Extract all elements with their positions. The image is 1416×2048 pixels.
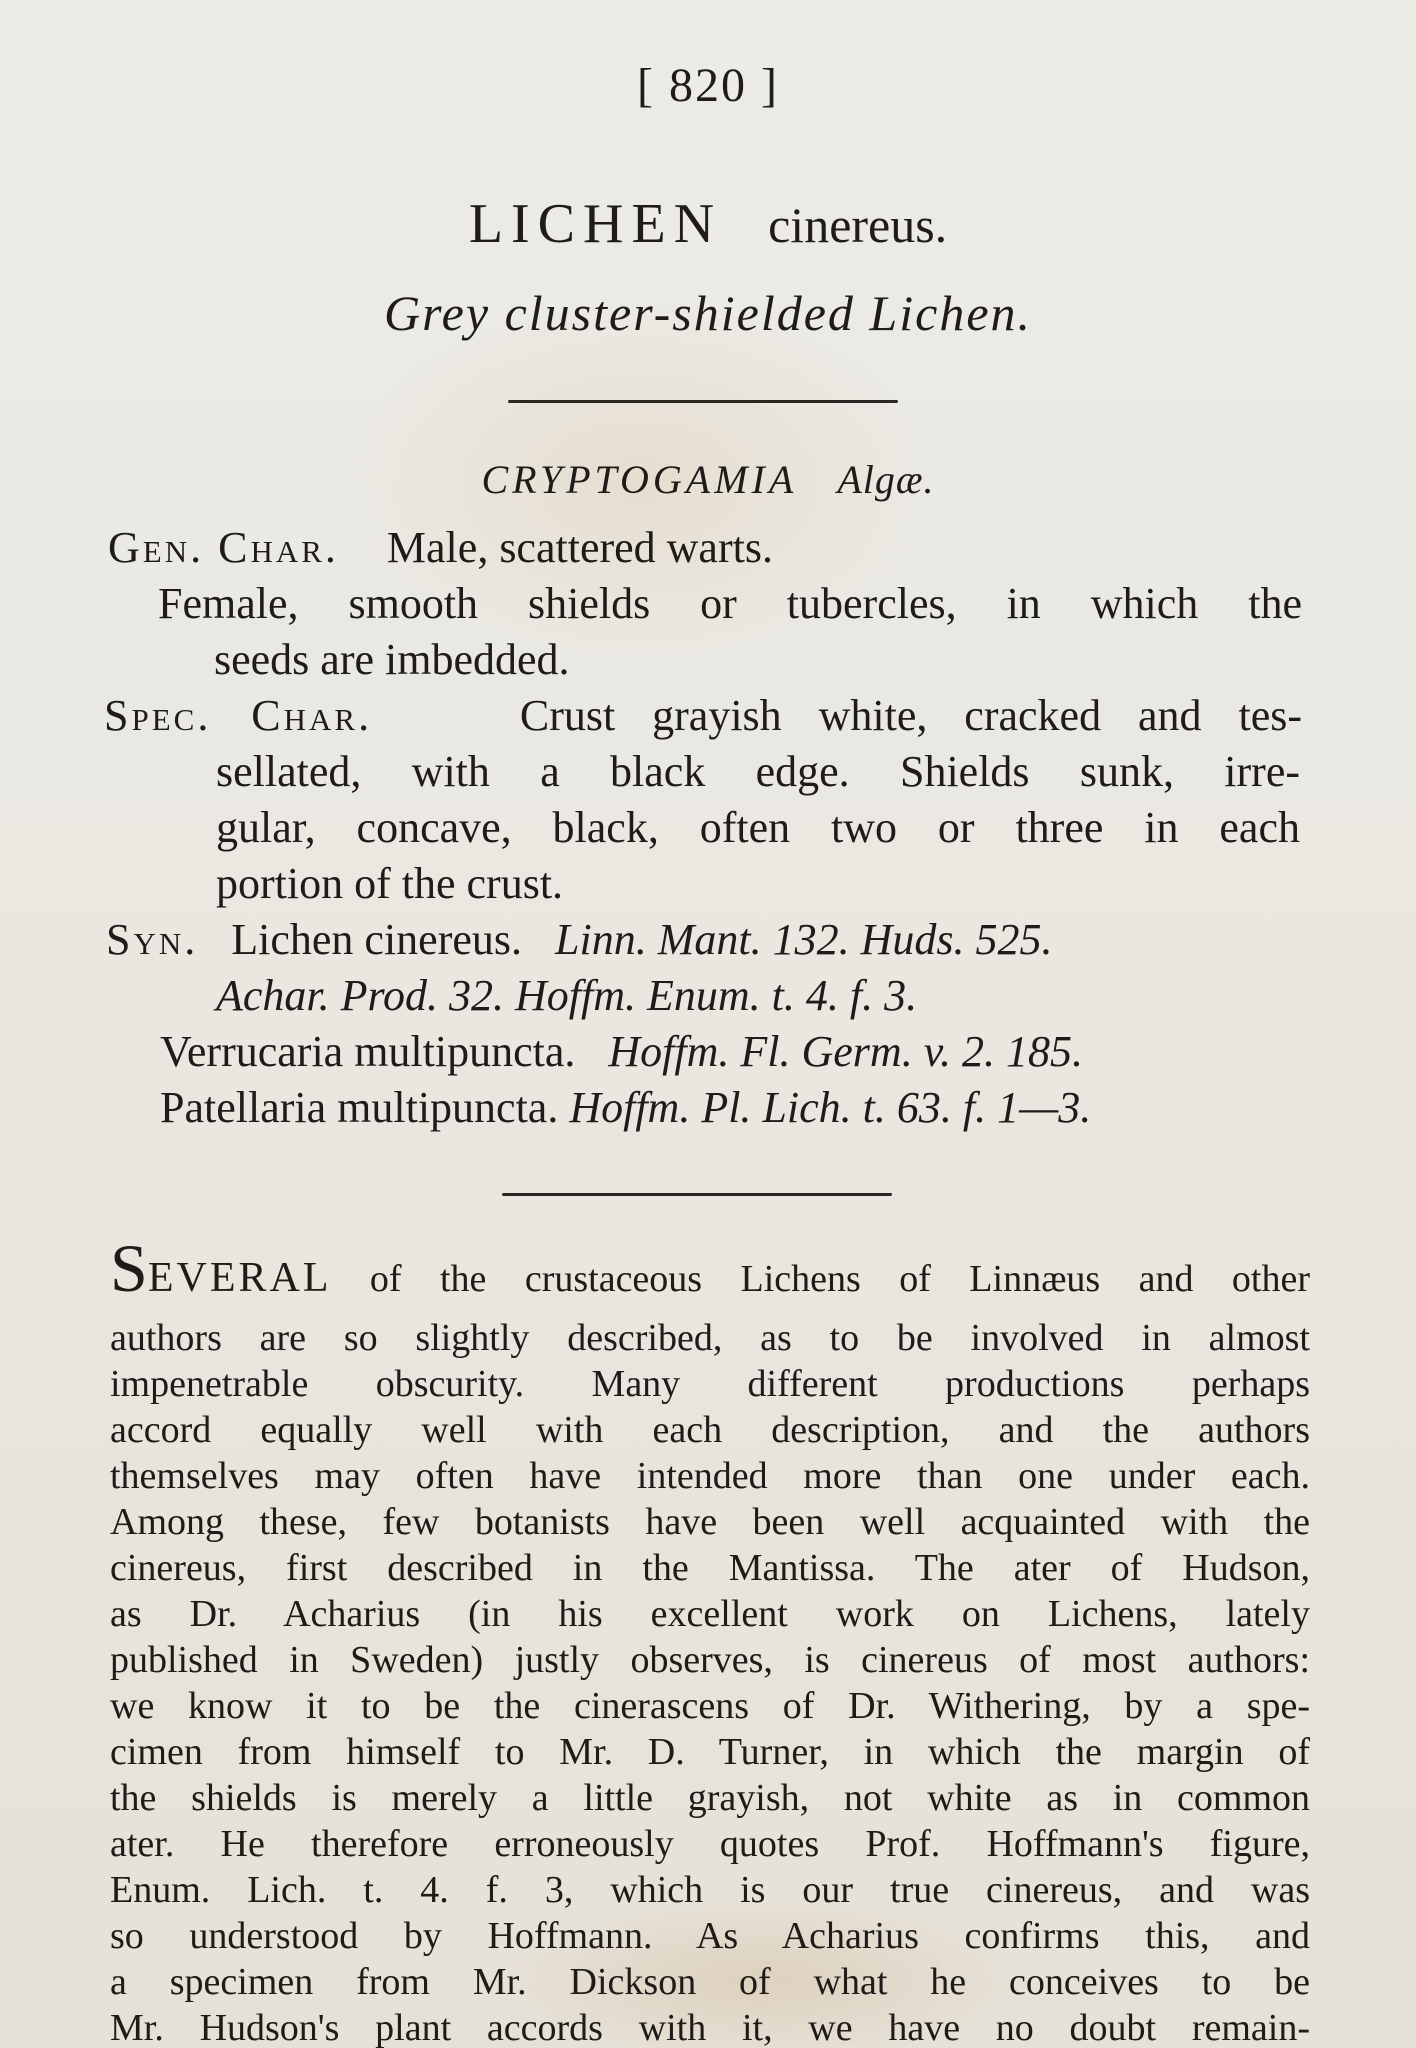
gen-char-text: Male, scattered warts. (386, 523, 773, 572)
drop-cap: S (110, 1230, 148, 1306)
body-line: accord equally well with each description, and the authors (110, 1409, 1310, 1451)
body-line: as Dr. Acharius (in his excellent work on Lichens, lately (110, 1593, 1310, 1635)
syn-reference: Linn. Mant. 132. Huds. 525. (555, 915, 1053, 964)
syn-reference: Hoffm. Pl. Lich. t. 63. f. 1—3. (569, 1083, 1092, 1132)
syn-line (160, 1027, 1083, 1076)
body-line: published in Sweden) justly observes, is cinereus of most authors: (110, 1639, 1310, 1681)
syn-reference: Hoffm. Fl. Germ. v. 2. 185. (608, 1027, 1083, 1076)
species-name: cinereus. (768, 197, 948, 253)
spec-char-line: sellated, with a black edge. Shields sunk, irre- (216, 747, 1300, 796)
spec-char-first-line (104, 691, 1303, 740)
body-line: cimen from himself to Mr. D. Turner, in which the margin of (110, 1731, 1310, 1773)
body-line: themselves may often have intended more than one under each. (110, 1455, 1310, 1497)
common-name: Grey cluster-shielded Lichen. (383, 285, 1033, 341)
classification-line (0, 456, 1416, 503)
top-divider (508, 400, 898, 403)
syn-name: Lichen cinereus. (231, 915, 522, 964)
lead-caps: EVERAL (147, 1255, 332, 1301)
body-line: the shields is merely a little grayish, not white as in common (110, 1777, 1310, 1819)
body-first-line (110, 1230, 1310, 1306)
body-line: Enum. Lich. t. 4. f. 3, which is our true cinereus, and was (110, 1869, 1310, 1911)
syn-name: Verrucaria multipuncta. (160, 1027, 576, 1076)
body-line: so understood by Hoffmann. As Acharius confirms this, and (110, 1915, 1310, 1957)
body-line: ater. He therefore erroneously quotes Prof. Hoffmann's figure, (110, 1823, 1310, 1865)
spec-char-line: gular, concave, black, often two or three in each (216, 803, 1300, 852)
body-line: authors are so slightly described, as to be involved in almost (110, 1317, 1310, 1359)
syn-line (160, 1083, 1092, 1132)
syn-name: Patellaria multipuncta. (160, 1083, 559, 1132)
bottom-divider (502, 1193, 892, 1196)
order-name: Algæ. (837, 457, 935, 502)
page-number: [ 820 ] (637, 59, 779, 112)
body-line: Among these, few botanists have been well acquainted with the (110, 1501, 1310, 1543)
syn-label: Syn. (106, 915, 199, 964)
syn-first-line (106, 915, 1053, 964)
body-line: we know it to be the cinerascens of Dr. Withering, by a spe- (110, 1685, 1310, 1727)
body-line: cinereus, first described in the Mantissa. The ater of Hudson, (110, 1547, 1310, 1589)
class-name: CRYPTOGAMIA (481, 457, 798, 502)
syn-reference: Achar. Prod. 32. Hoffm. Enum. t. 4. f. 3. (216, 971, 918, 1020)
spec-char-line: portion of the crust. (216, 859, 564, 908)
gen-char-line: Female, smooth shields or tubercles, in which the (158, 579, 1302, 628)
body-line: impenetrable obscurity. Many different productions perhaps (110, 1363, 1310, 1405)
spec-char-label: Spec. Char. (104, 691, 373, 740)
gen-char-line: seeds are imbedded. (214, 635, 570, 684)
spec-char-text: Crust grayish white, cracked and tes- (519, 691, 1303, 740)
body-line: Mr. Hudson's plant accords with it, we have no doubt remain- (110, 2007, 1310, 2048)
species-title (0, 192, 1416, 256)
gen-char-first-line (108, 523, 773, 572)
genus-name: LICHEN (468, 193, 723, 255)
body-text: of the crustaceous Lichens of Linnæus and other (331, 1258, 1310, 1300)
gen-char-label: Gen. Char. (108, 523, 339, 572)
body-line: a specimen from Mr. Dickson of what he conceives to be (110, 1961, 1310, 2003)
